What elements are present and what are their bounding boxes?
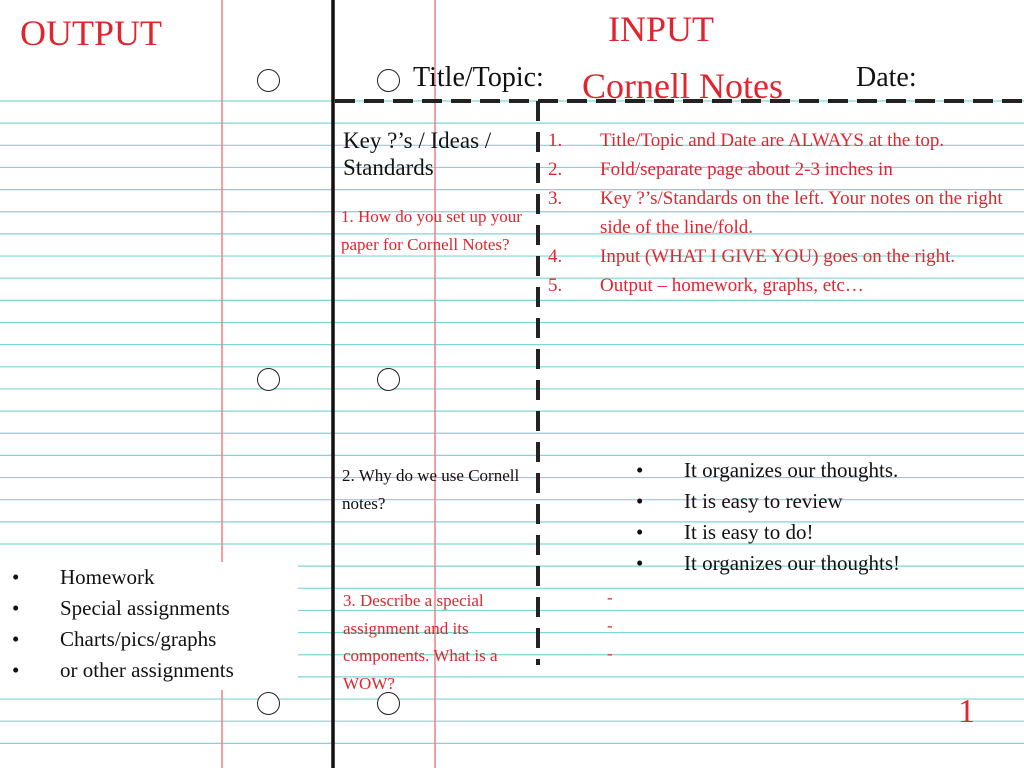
- output-list: [12, 562, 234, 686]
- list-item: • or other assignments: [12, 658, 234, 682]
- key-question-1: 1. How do you set up your paper for Cornell Notes?: [341, 207, 522, 254]
- setup-step: 2. Fold/separate page about 2-3 inches in: [548, 159, 893, 180]
- key-question-2: 2. Why do we use Cornell notes?: [342, 466, 520, 513]
- wow-dash-1: -: [607, 588, 613, 607]
- title-topic-label: Title/Topic:: [413, 62, 544, 93]
- title-topic-value: Cornell Notes: [582, 66, 783, 106]
- list-item: • It is easy to do!: [636, 520, 814, 544]
- output-heading: OUTPUT: [20, 13, 162, 53]
- setup-step: 3. Key ?’s/Standards on the left. Your notes on the right side of the line/fold.: [548, 188, 1003, 238]
- setup-step: 1. Title/Topic and Date are ALWAYS at the top.: [548, 130, 945, 151]
- list-item: • Special assignments: [12, 596, 230, 620]
- binder-hole-middle-left: [257, 368, 280, 391]
- list-item: • It is easy to review: [636, 489, 843, 513]
- binder-hole-middle-right: [377, 368, 400, 391]
- setup-step: 5. Output – homework, graphs, etc…: [548, 275, 864, 296]
- list-item: • It organizes our thoughts!: [636, 551, 900, 575]
- binder-hole-bottom-left: [257, 692, 280, 715]
- setup-steps-list: [548, 126, 1010, 300]
- binder-hole-top-left: [257, 69, 280, 92]
- list-item: • Homework: [12, 565, 155, 589]
- setup-step: 4. Input (WHAT I GIVE YOU) goes on the right.: [548, 246, 956, 267]
- key-question-3: 3. Describe a special assignment and its components. What is a WOW?: [343, 591, 498, 693]
- list-item: • It organizes our thoughts.: [636, 458, 899, 482]
- wow-dash-3: -: [607, 644, 613, 663]
- key-column-heading: Key ?’s / Ideas / Standards: [343, 128, 492, 180]
- binder-hole-top-right: [377, 69, 400, 92]
- list-item: • Charts/pics/graphs: [12, 627, 217, 651]
- input-heading: INPUT: [608, 9, 714, 49]
- date-label: Date:: [856, 62, 917, 93]
- page-number: 1: [958, 693, 975, 730]
- reasons-list: [636, 455, 900, 579]
- wow-dash-2: -: [607, 616, 613, 635]
